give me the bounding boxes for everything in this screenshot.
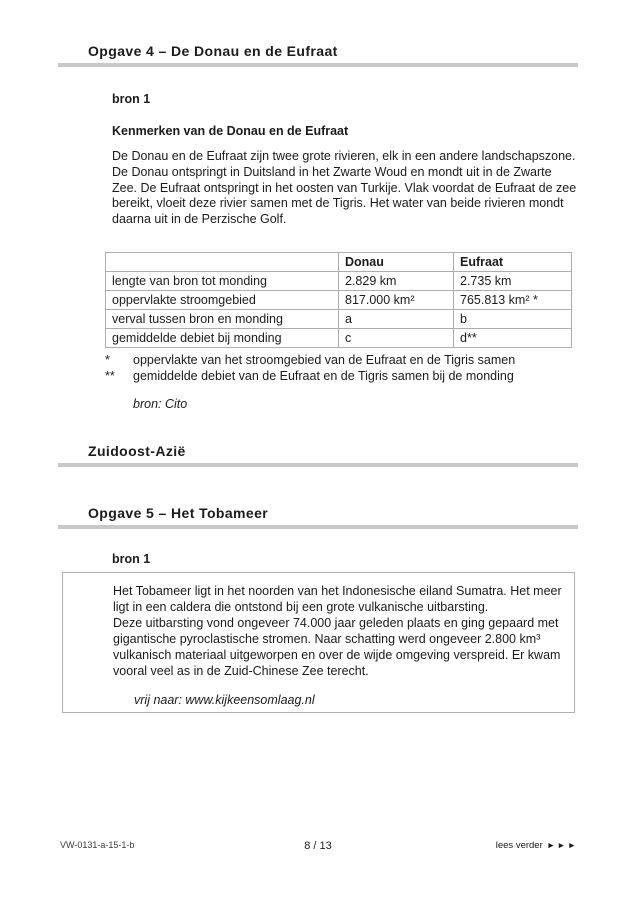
continue-label: lees verder — [495, 840, 543, 851]
row-label: oppervlakte stroomgebied — [106, 290, 339, 309]
donau-value: a — [339, 309, 454, 328]
source-attribution-cito: bron: Cito — [133, 396, 188, 411]
tobameer-paragraph-2: Deze uitbarsting vond ongeveer 74.000 jaar geleden plaats en ging gepaard met gigantische pyroclastische stromen. Naar schatting werd ongeveer 2.800 km³ vulkanisch materiaal uitgeworpen en over de wijde omgeving verspreid. Er kwam vooral veel as in de Zuid-Chinese Zee terecht. — [113, 616, 561, 679]
footnote-marker: ** — [105, 368, 115, 383]
rivers-intro-paragraph: De Donau en de Eufraat zijn twee grote rivieren, elk in een andere landschapszone. De Donau ontspringt in Duitsland in het Zwarte Woud en mondt uit in de Zwarte Zee. De Eufraat ontspringt in het oosten van Turkije. Vlak voordat de Eufraat de zee bereikt, vloeit deze rivier samen met de Tigris. Het water van beide rivieren mondt daarna uit in de Perzische Golf. — [112, 149, 577, 227]
footnote-marker: * — [105, 352, 110, 367]
eufraat-value: 765.813 km² * — [454, 290, 572, 309]
table-row — [106, 290, 572, 309]
source-attribution-kijkeensomlaag: vrij naar: www.kijkeensomlaag.nl — [134, 692, 315, 707]
continue-indicator — [496, 840, 578, 851]
table-row — [106, 271, 572, 290]
footnote-text: oppervlakte van het stroomgebied van de Eufraat en de Tigris samen — [133, 352, 516, 367]
page-number: 8 / 13 — [304, 840, 332, 852]
exercise-4-heading-rule — [58, 63, 578, 67]
table-header-donau: Donau — [339, 252, 454, 271]
page-footer — [58, 838, 578, 852]
row-label: lengte van bron tot monding — [106, 271, 339, 290]
table-row — [106, 328, 572, 347]
table-header-empty — [106, 252, 339, 271]
footnote-text: gemiddelde debiet van de Eufraat en de Tigris samen bij de monding — [133, 368, 514, 383]
eufraat-value: 2.735 km — [454, 271, 572, 290]
donau-value: c — [339, 328, 454, 347]
table-header-row — [106, 252, 572, 271]
eufraat-value: b — [454, 309, 572, 328]
table-row — [106, 309, 572, 328]
row-label: verval tussen bron en monding — [106, 309, 339, 328]
row-label: gemiddelde debiet bij monding — [106, 328, 339, 347]
table-footnotes — [105, 352, 575, 384]
donau-value: 817.000 km² — [339, 290, 454, 309]
eufraat-value: d** — [454, 328, 572, 347]
exercise-5-bron-label: bron 1 — [112, 551, 151, 566]
exercise-5-title: Opgave 5 – Het Tobameer — [88, 504, 269, 521]
tobameer-source-box — [62, 572, 575, 713]
table-header-eufraat: Eufraat — [454, 252, 572, 271]
exercise-5-heading-rule — [58, 525, 578, 529]
donau-value: 2.829 km — [339, 271, 454, 290]
section-heading-rule — [58, 463, 578, 467]
rivers-table-title: Kenmerken van de Donau en de Eufraat — [112, 124, 349, 138]
exercise-4-title: Opgave 4 – De Donau en de Eufraat — [88, 43, 338, 59]
section-title-zuidoost-azie: Zuidoost-Azië — [88, 442, 186, 459]
next-page-arrows-icon: ►►► — [546, 840, 578, 850]
footnote — [105, 352, 575, 368]
exercise-4-bron-label: bron 1 — [112, 92, 151, 106]
rivers-comparison-table — [105, 252, 572, 348]
tobameer-paragraph-1: Het Tobameer ligt in het noorden van het Indonesische eiland Sumatra. Het meer ligt in een caldera die ontstond bij een grote vulkanische uitbarsting. — [113, 583, 562, 615]
document-code: VW-0131-a-15-1-b — [60, 840, 135, 850]
footnote — [105, 368, 575, 384]
